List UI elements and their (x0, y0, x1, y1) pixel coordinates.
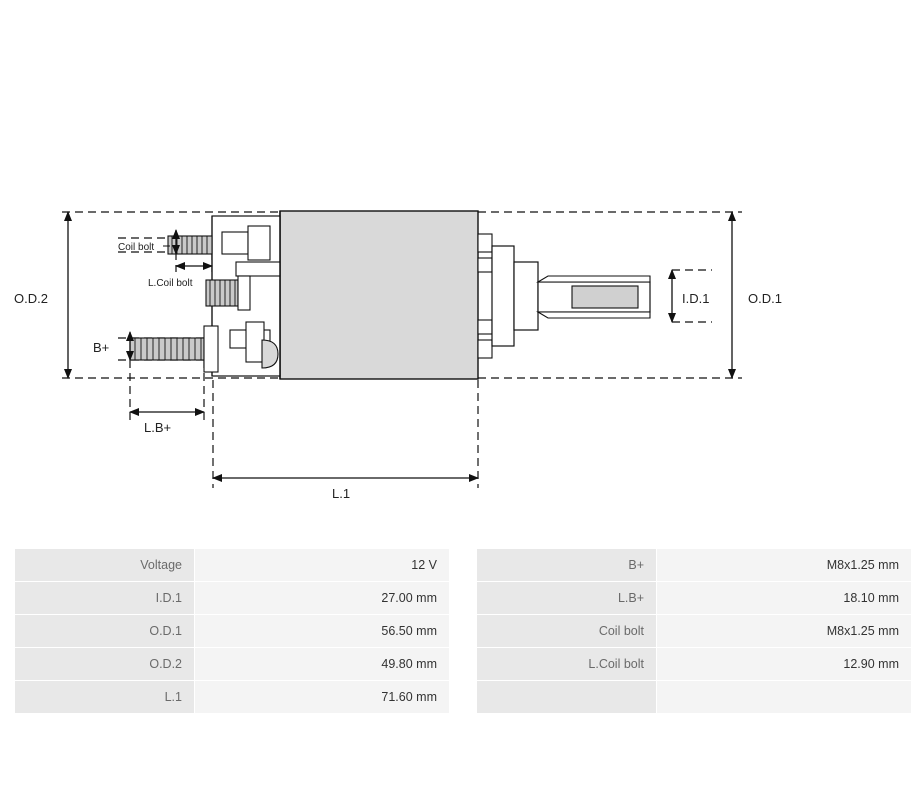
column-spacer (450, 615, 477, 648)
label-l-coil-bolt: L.Coil bolt (148, 278, 193, 289)
label-od2: O.D.2 (14, 291, 48, 306)
column-spacer (450, 648, 477, 681)
column-spacer (450, 681, 477, 714)
spec-value: M8x1.25 mm (657, 549, 912, 582)
table-row (15, 582, 912, 615)
spec-value: 71.60 mm (195, 681, 450, 714)
label-id1: I.D.1 (682, 291, 710, 306)
spec-value: 27.00 mm (195, 582, 450, 615)
spec-key: Coil bolt (477, 615, 657, 648)
spec-key: Voltage (15, 549, 195, 582)
spec-key-empty (477, 681, 657, 714)
specifications-table (14, 548, 912, 714)
label-od1: O.D.1 (748, 291, 782, 306)
column-spacer (450, 582, 477, 615)
spec-key: O.D.2 (15, 648, 195, 681)
spec-key: L.Coil bolt (477, 648, 657, 681)
spec-key: L.1 (15, 681, 195, 714)
table-row (15, 549, 912, 582)
spec-value: M8x1.25 mm (657, 615, 912, 648)
b-plus-stud (130, 326, 218, 372)
spec-value: 12.90 mm (657, 648, 912, 681)
label-coil-bolt: Coil bolt (118, 242, 155, 253)
column-spacer (450, 549, 477, 582)
label-l1: L.1 (332, 486, 351, 501)
spec-value: 12 V (195, 549, 450, 582)
solenoid-body (212, 211, 478, 379)
table-row (15, 681, 912, 714)
label-b-plus: B+ (93, 340, 110, 355)
spec-value-empty (657, 681, 912, 714)
specifications-panel (14, 548, 899, 714)
specifications-body (15, 549, 912, 714)
spec-key: L.B+ (477, 582, 657, 615)
plunger-assembly (478, 234, 650, 358)
spec-value: 56.50 mm (195, 615, 450, 648)
spec-key: B+ (477, 549, 657, 582)
label-l-b-plus: L.B+ (144, 420, 172, 435)
spec-value: 49.80 mm (195, 648, 450, 681)
spec-key: I.D.1 (15, 582, 195, 615)
spec-value: 18.10 mm (657, 582, 912, 615)
table-row (15, 615, 912, 648)
table-row (15, 648, 912, 681)
spec-key: O.D.1 (15, 615, 195, 648)
